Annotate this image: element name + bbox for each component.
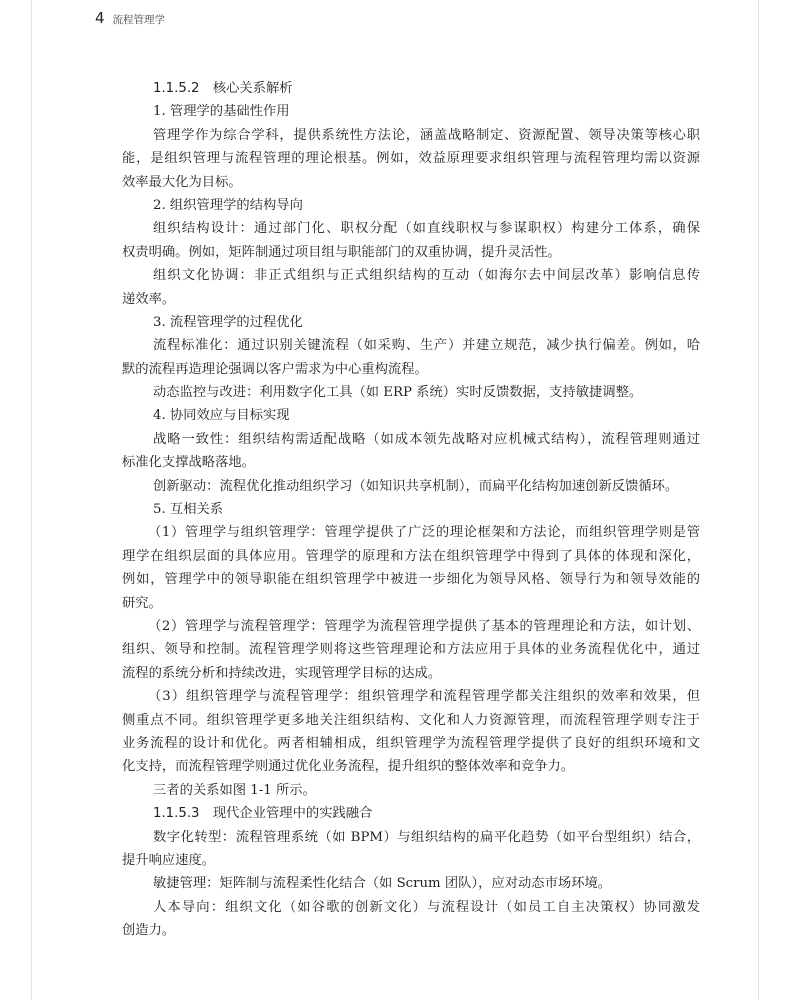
paragraph-culture-coordination — [122, 264, 700, 311]
paragraph-line: 递效率。 — [122, 291, 176, 307]
subsection-title-4: 4. 协同效应与目标实现 — [153, 408, 290, 424]
section-heading-1-1-5-3: 1.1.5.3 现代企业管理中的实践融合 — [153, 806, 373, 822]
paragraph-line: 战略一致性：组织结构需适配战略（如成本领先战略对应机械式结构），流程管理则通过 — [153, 431, 700, 447]
paragraph-line: 标准化支撑战略落地。 — [122, 455, 255, 471]
paragraph-line: 创造力。 — [122, 923, 176, 939]
paragraph-people-oriented — [122, 896, 700, 943]
paragraph-line: 流程标准化：通过识别关键流程（如采购、生产）并建立规范，减少执行偏差。例如，哈 — [153, 338, 700, 354]
paragraph-line: 组织、领导和控制。流程管理学则将这些管理理论和方法应用于具体的业务流程优化中，通过 — [122, 642, 700, 658]
paragraph-line: 化支持，而流程管理学则通过优化业务流程，提升组织的整体效率和竞争力。 — [122, 759, 575, 775]
paragraph-dynamic-monitoring — [122, 381, 700, 404]
subsection-title-5: 5. 互相关系 — [153, 502, 224, 518]
paragraph-innovation-driven — [122, 475, 700, 498]
paragraph-line: 创新驱动：流程优化推动组织学习（如知识共享机制），而扁平化结构加速创新反馈循环。 — [153, 478, 679, 494]
book-page — [31, 0, 759, 1000]
paragraph-line: 业务流程的设计和优化。两者相辅相成，组织管理学为流程管理学提供了良好的组织环境和文 — [122, 735, 700, 751]
paragraph-standardization — [122, 334, 700, 381]
subsection-title-2: 2. 组织管理学的结构导向 — [153, 197, 303, 213]
paragraph-line: 流程的系统分析和持续改进，实现管理学目标的达成。 — [122, 665, 442, 681]
subsection-title-1: 1. 管理学的基础性作用 — [153, 104, 290, 120]
paragraph-line: 例如，管理学中的领导职能在组织管理学中被进一步细化为领导风格、领导行为和领导效能的 — [122, 572, 700, 588]
paragraph-line: （3）组织管理学与流程管理学：组织管理学和流程管理学都关注组织的效率和效果，但 — [148, 689, 700, 705]
paragraph-line: 权责明确。例如，矩阵制通过项目组与职能部门的双重协调，提升灵活性。 — [122, 244, 561, 260]
paragraph-line: 动态监控与改进：利用数字化工具（如 ERP 系统）实时反馈数据，支持敏捷调整。 — [153, 385, 643, 401]
page-number: 4 — [95, 9, 105, 27]
paragraph-line: 三者的关系如图 1-1 所示。 — [153, 782, 316, 798]
paragraph-line: 管理学作为综合学科，提供系统性方法论，涵盖战略制定、资源配置、领导决策等核心职 — [153, 127, 700, 143]
page-body — [122, 77, 700, 942]
paragraph-relation-1 — [122, 521, 700, 615]
paragraph-line: 能，是组织管理与流程管理的理论根基。例如，效益原理要求组织管理与流程管理均需以资源 — [122, 151, 700, 167]
paragraph-relation-3 — [122, 685, 700, 779]
running-head-title: 流程管理学 — [112, 14, 166, 26]
paragraph-agile-management — [122, 872, 700, 895]
paragraph-line: 效率最大化为目标。 — [122, 174, 242, 190]
paragraph-line: 组织文化协调：非正式组织与正式组织结构的互动（如海尔去中间层改革）影响信息传 — [153, 268, 700, 284]
subsection-title-3: 3. 流程管理学的过程优化 — [153, 314, 303, 330]
paragraph-line: 研究。 — [122, 595, 162, 611]
paragraph-line: 提升响应速度。 — [122, 852, 216, 868]
paragraph-relation-2 — [122, 615, 700, 685]
paragraph-structure-design — [122, 217, 700, 264]
paragraph-figure-reference — [122, 779, 700, 802]
paragraph-line: 人本导向：组织文化（如谷歌的创新文化）与流程设计（如员工自主决策权）协同激发 — [153, 899, 700, 915]
paragraph-line: 组织结构设计：通过部门化、职权分配（如直线职权与参谋职权）构建分工体系，确保 — [153, 221, 700, 237]
paragraph-line: （1）管理学与组织管理学：管理学提供了广泛的理论框架和方法论，而组织管理学则是管 — [148, 525, 700, 541]
paragraph-digital-transformation — [122, 826, 700, 873]
paragraph-line: 数字化转型：流程管理系统（如 BPM）与组织结构的扁平化趋势（如平台型组织）结合， — [153, 829, 700, 845]
paragraph-line: 敏捷管理：矩阵制与流程柔性化结合（如 Scrum 团队），应对动态市场环境。 — [153, 876, 612, 892]
running-head — [95, 9, 165, 27]
paragraph-line: 默的流程再造理论强调以客户需求为中心重构流程。 — [122, 361, 428, 377]
paragraph-line: 理学在组织层面的具体应用。管理学的原理和方法在组织管理学中得到了具体的体现和深化， — [122, 548, 700, 564]
paragraph-line: （2）管理学与流程管理学：管理学为流程管理学提供了基本的管理理论和方法，如计划、 — [148, 618, 700, 634]
section-heading-1-1-5-2: 1.1.5.2 核心关系解析 — [153, 81, 293, 96]
paragraph-strategic-alignment — [122, 428, 700, 475]
paragraph-line: 侧重点不同。组织管理学更多地关注组织结构、文化和人力资源管理，而流程管理学则专注于 — [122, 712, 700, 728]
paragraph-foundational-role — [122, 124, 700, 194]
